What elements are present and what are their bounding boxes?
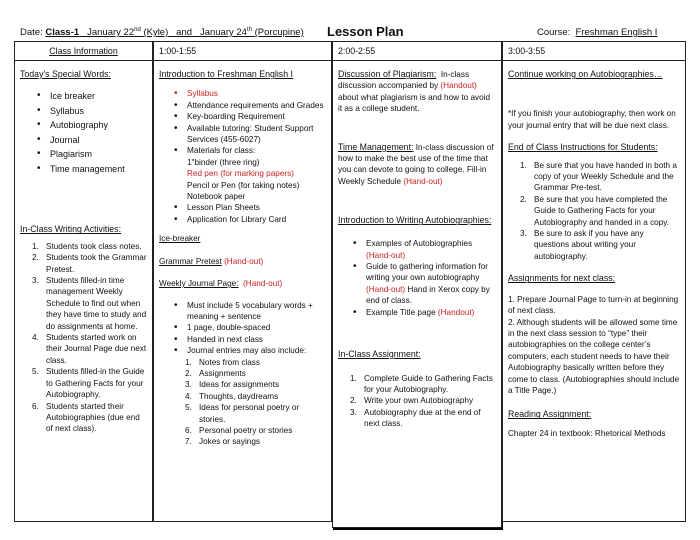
date2: January 24 [199, 27, 247, 38]
grammar-title: Grammar Pretest [159, 256, 222, 266]
date1-sup: nd [134, 27, 141, 33]
journal-list [159, 300, 326, 357]
plagiarism-text-2: about what plagiarism is and how to avoid it as a college student. [338, 92, 491, 114]
list-item: • Time management [20, 162, 147, 177]
list-item: • Handed in next class [159, 334, 326, 345]
assignment-text: Complete Guide to Gathering Facts for your Autobiography. [364, 373, 493, 394]
list-item: • Key-boarding Requirement [159, 111, 326, 122]
list-item: • Attendance requirements and Grades [159, 100, 326, 111]
page-header [0, 26, 700, 42]
time-handout: (Hand-out) [403, 176, 443, 186]
continue-title: Continue working on Autobiographies… [508, 69, 663, 79]
list-item: • Autobiography [20, 118, 147, 133]
hour3-column [502, 41, 686, 522]
activity-text: Students started work on their Journal Page due next class. [46, 333, 147, 365]
icebreaker-title: Ice-breaker [159, 234, 201, 244]
activities-title: In-Class Writing Activities: [20, 224, 122, 235]
journal-title: Weekly Journal Page: [159, 279, 239, 289]
entry-text: Ideas for assignments [199, 380, 280, 390]
list-item: • Lesson Plan Sheets [159, 202, 326, 213]
list-item [338, 261, 496, 307]
assignment-text: Autobiography due at the end of next class. [364, 407, 481, 429]
list-item: 2. Be sure that you have completed the Guide to Gathering Facts for your Autobiography and handed in a copy. [520, 194, 670, 227]
hour2-column [332, 41, 502, 528]
bullet-text: Guide to gathering information for writing your own autobiography [366, 262, 488, 283]
intro-list [159, 88, 326, 225]
list-item: 6. Students started their Autobiographies (due end of next class). [32, 401, 140, 434]
list-item: • 1 page, double-spaced [159, 322, 326, 333]
bullet-handout: (Handout) [437, 307, 475, 317]
bullet-text: Example Title page [366, 307, 436, 317]
grammar-handout: (Hand-out) [224, 256, 264, 266]
list-item [338, 238, 496, 261]
entry-text: Jokes or sayings [199, 437, 260, 447]
instructions-list [508, 160, 680, 263]
date-line [20, 27, 304, 38]
list-item: • Journal entries may also include: [159, 345, 326, 356]
list-item: 1. Notes from class [185, 357, 260, 367]
entry-text: Assignments [199, 368, 246, 378]
date1: January 22 [87, 27, 135, 38]
date2-group: (Porcupine) [254, 27, 304, 38]
entry-text: Personal poetry or stories [199, 425, 293, 435]
continue-note: *If you finish your autobiography, then work on your journal entry that will be due next class. [508, 109, 676, 130]
list-item: • Syllabus [159, 88, 326, 99]
list-item: • Syllabus [20, 104, 147, 119]
bullet-text: Examples of Autobiographies [366, 239, 473, 249]
instruction-text: Be sure to ask if you have any questions about writing your autobiography. [534, 229, 644, 261]
activities-list [20, 241, 147, 435]
list-item: 2. Write your own Autobiography [350, 396, 474, 406]
activity-text: Students took the Grammar Pretest. [46, 253, 147, 274]
assignment-title: In-Class Assignment: [338, 349, 421, 360]
list-item [159, 145, 326, 202]
list-item: 3. Ideas for assignments [185, 380, 280, 390]
list-item: 1. Be sure that you have handed in both a copy of your Weekly Schedule and the Grammar Pre-test. [520, 160, 677, 193]
time-paragraph [338, 142, 496, 188]
material-item: 1"binder (three ring) [187, 157, 260, 167]
assignment-text: Write your own Autobiography [364, 396, 474, 406]
list-item: 1. Complete Guide to Gathering Facts for your Autobiography. [350, 373, 493, 394]
next-class-item-2: 2. Although students will be allowed some time in the next class session to “type” their autobiographies on the college center’s computers, each student needs to have their Autobiography basically written before they come to class. (Autobiographies should include a Title Page.) [508, 317, 680, 395]
list-item: 7. Jokes or sayings [185, 437, 260, 447]
activity-text: Students started their Autobiographies (due end of next class). [46, 401, 140, 434]
instruction-text: Be sure that you have handed in both a copy of your Weekly Schedule and the Grammar Pre-test. [534, 160, 677, 193]
plagiarism-handout: (Handout) [440, 81, 477, 91]
list-item: 2. Students took the Grammar Pretest. [32, 253, 147, 274]
list-item: • Available tutoring: Student Support Services (455-6027) [159, 123, 326, 146]
list-item: 2. Assignments [185, 368, 246, 378]
next-class-title: Assignments for next class: [508, 273, 616, 284]
hour3-heading: 3:00-3:55 [503, 42, 685, 61]
special-words-title: Today's Special Words: [20, 69, 111, 79]
lesson-table [14, 41, 686, 522]
bullet-handout: (Hand-out) [366, 284, 406, 294]
course-label: Course: [537, 27, 571, 38]
list-item: 3. Students filled-in time management Weekly Schedule to find out when they have time to study and do assignments at home. [32, 276, 147, 331]
list-item: 5. Ideas for personal poetry or stories. [185, 403, 300, 424]
hour1-heading: 1:00-1:55 [154, 42, 331, 61]
writing-intro-list [338, 238, 496, 318]
list-item [338, 307, 496, 318]
entry-text: Ideas for personal poetry or stories. [199, 403, 300, 424]
list-item: 5. Students filled-in the Guide to Gathering Facts for your Autobiography. [32, 367, 145, 400]
bullet-handout: (Hand-out) [366, 250, 406, 260]
grammar-line [159, 256, 326, 267]
page-title: Lesson Plan [327, 24, 404, 39]
date-value [45, 27, 303, 38]
list-item: • Plagiarism [20, 147, 147, 162]
plagiarism-text: In-class discussion accompanied by [338, 70, 470, 91]
instructions-title: End of Class Instructions for Students: [508, 142, 658, 153]
material-item: Notebook paper [187, 192, 246, 202]
reading-text: Chapter 24 in textbook: Rhetorical Methods [508, 428, 666, 438]
list-item: • Must include 5 vocabulary words + meaning + sentence [159, 300, 326, 323]
special-words-list [20, 89, 147, 176]
class-info-heading: Class Information [15, 42, 152, 61]
activity-text: Students filled-in the Guide to Gathering Facts for your Autobiography. [46, 367, 145, 400]
plagiarism-paragraph [338, 69, 496, 115]
course-line [537, 27, 657, 38]
journal-line [159, 278, 326, 289]
activity-text: Students took class notes. [46, 241, 142, 251]
reading-title: Reading Assignment: [508, 409, 592, 420]
next-class-item-1: 1. Prepare Journal Page to turn-in at beginning of next class. [508, 294, 679, 316]
list-item: 3. Be sure to ask if you have any questions about writing your autobiography. [520, 229, 644, 261]
date-label: Date: [20, 27, 43, 38]
journal-entries-list [159, 357, 326, 448]
list-item: 4. Thoughts, daydreams [185, 391, 279, 401]
plagiarism-title: Discussion of Plagiarism: [338, 69, 437, 79]
time-text: In-class discussion of how to make the best use of the time that you can devote to going to college. Fill-in Weekly Schedule [338, 142, 494, 186]
journal-handout: (Hand-out) [243, 279, 283, 289]
hour1-column [153, 41, 332, 522]
entry-text: Thoughts, daydreams [199, 391, 279, 401]
date1-group: (Kyle) [143, 27, 169, 38]
assignment-list [338, 373, 496, 430]
list-item: • Application for Library Card [159, 214, 326, 225]
bullet-text-post: Hand in Xerox copy by end of class. [366, 284, 490, 306]
list-item: • Ice breaker [20, 89, 147, 104]
and-word: and [176, 27, 193, 38]
list-item: 1. Students took class notes. [32, 241, 142, 251]
entry-text: Notes from class [199, 357, 260, 367]
material-item: Pencil or Pen (for taking notes) [187, 180, 300, 190]
course-value: Freshman English I [575, 27, 658, 38]
time-title: Time Management: [338, 141, 414, 152]
list-item: 6. Personal poetry or stories [185, 425, 293, 435]
intro-title: Introduction to Freshman English I [159, 69, 293, 79]
hour2-heading: 2:00-2:55 [333, 42, 501, 61]
instruction-text: Be sure that you have completed the Guide to Gathering Facts for your Autobiography and handed in a copy. [534, 194, 670, 227]
list-item: 4. Students started work on their Journal Page due next class. [32, 333, 147, 365]
class-info-column [14, 41, 153, 522]
list-item: • Journal [20, 133, 147, 148]
list-item: 3. Autobiography due at the end of next class. [350, 407, 481, 429]
material-item: Red pen (for marking papers) [187, 169, 294, 179]
date2-sup: th [246, 27, 252, 33]
activity-text: Students filled-in time management Weekly Schedule to find out when they have time to study and do assignments at home. [46, 276, 147, 331]
class-label: Class-1 [45, 27, 80, 38]
writing-intro-title: Introduction to Writing Autobiographies: [338, 215, 492, 226]
materials-label: Materials for class: [187, 146, 256, 156]
